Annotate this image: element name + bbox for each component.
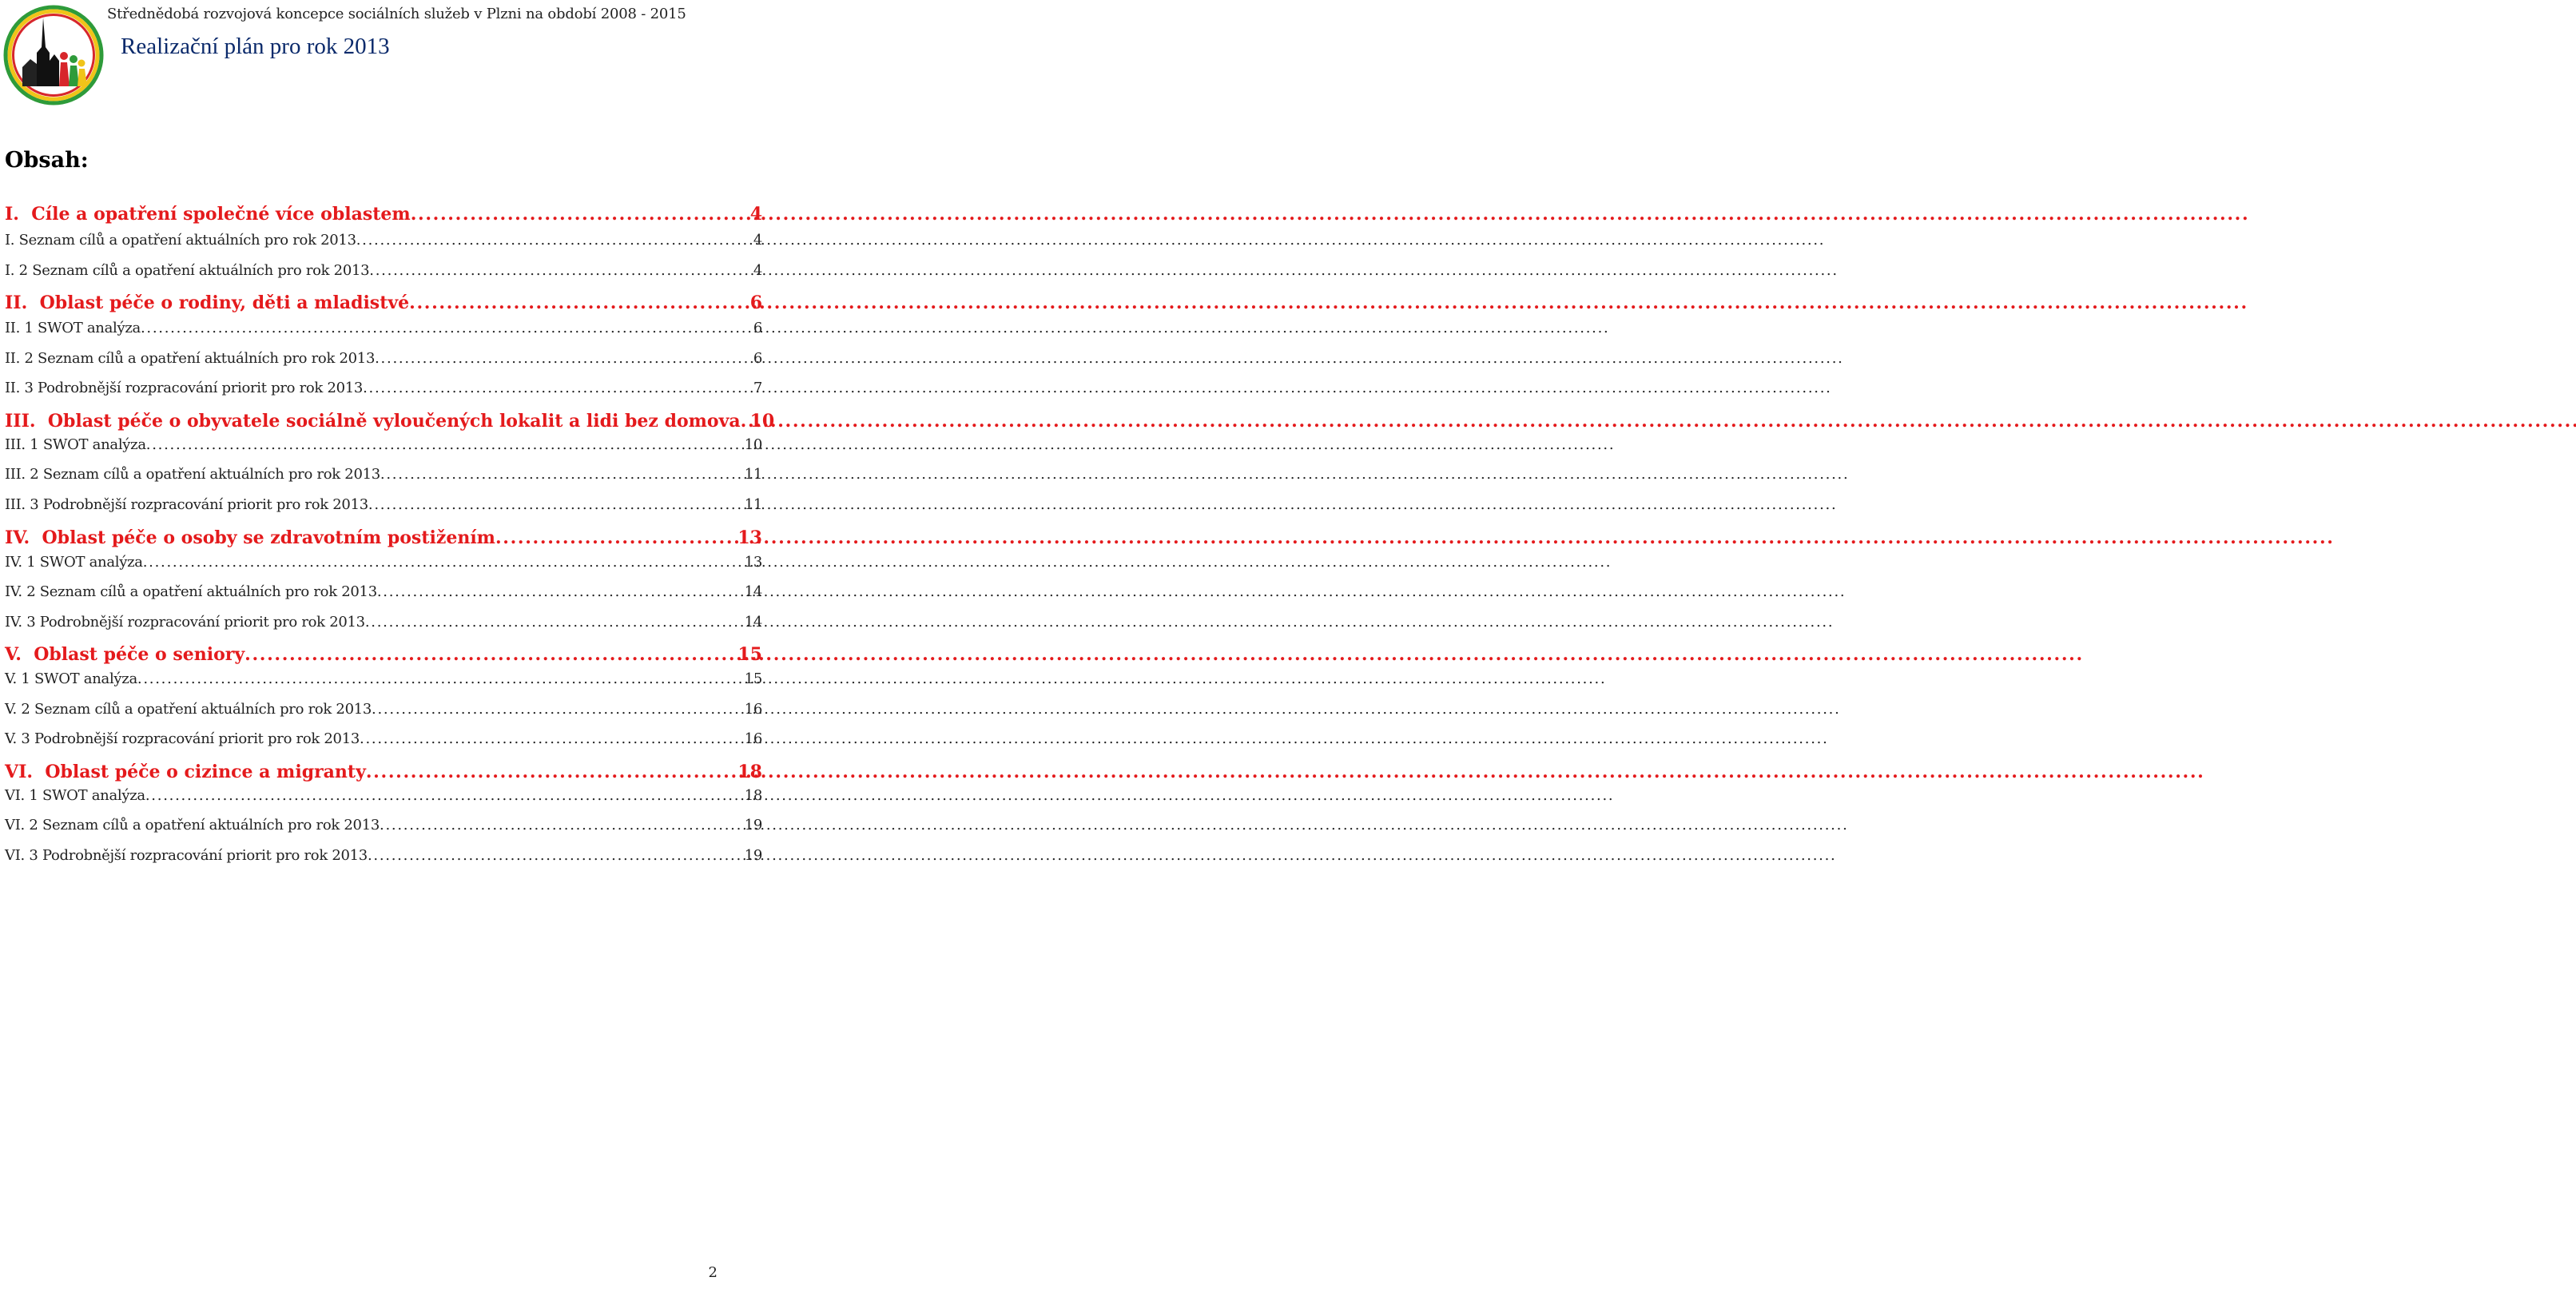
toc-entry-number: I. — [5, 232, 15, 249]
toc-dot-leader — [365, 614, 743, 631]
toc-entry-title — [5, 204, 411, 225]
toc-entry-text: Seznam cílů a opatření aktuálních pro rok 2013 — [32, 262, 370, 279]
toc-dot-leader — [369, 262, 752, 279]
toc-entry-text: Podrobnější rozpracování priorit pro rok 2013 — [39, 614, 365, 631]
toc-entry-page: 15 — [744, 670, 762, 687]
toc-entry-number: IV. — [5, 527, 30, 548]
toc-entry-title — [5, 527, 495, 548]
toc-dot-leader — [495, 527, 736, 548]
toc-entry-number: III. 3 — [5, 496, 39, 513]
toc-entry-text: SWOT analýza — [42, 787, 145, 804]
toc-entry[interactable] — [5, 701, 762, 718]
toc-entry-title — [5, 496, 368, 513]
toc-entry-number: III. 1 — [5, 436, 39, 453]
toc-entry-page: 13 — [737, 527, 762, 548]
toc-entry-title — [5, 350, 375, 367]
toc-entry-number: IV. 3 — [5, 614, 36, 631]
toc-dot-leader — [375, 350, 752, 367]
toc-entry[interactable] — [5, 614, 762, 631]
toc-entry-title — [5, 583, 377, 600]
toc-entry[interactable] — [5, 730, 762, 747]
toc-entry[interactable] — [5, 436, 762, 453]
toc-entry-title — [5, 847, 368, 864]
toc-entry[interactable] — [5, 554, 762, 571]
toc-entry-text: Seznam cílů a opatření aktuálních pro rok 2013 — [38, 350, 376, 367]
toc-entry-title — [5, 730, 360, 747]
toc-entry-page: 15 — [737, 644, 762, 665]
toc-entry-page: 16 — [744, 701, 762, 718]
toc-entry-page: 11 — [744, 466, 762, 483]
toc-entry-title — [5, 232, 356, 249]
document-subtitle: Střednědobá rozvojová koncepce sociálních služeb v Plzni na období 2008 - 2015 — [107, 6, 686, 22]
toc-dot-leader — [380, 466, 743, 483]
toc-entry-page: 13 — [744, 554, 762, 571]
toc-entry-page: 7 — [753, 380, 762, 396]
toc-entry[interactable] — [5, 320, 762, 336]
toc-entry-text: Seznam cílů a opatření aktuálních pro rok 2013 — [42, 817, 380, 833]
toc-entry-text: Oblast péče o osoby se zdravotním postižením — [42, 527, 495, 548]
toc-entry-text: Seznam cílů a opatření aktuálních pro rok 2013 — [42, 466, 380, 483]
toc-entry-number: VI. 3 — [5, 847, 38, 864]
toc-entry[interactable] — [5, 762, 762, 782]
toc-entry[interactable] — [5, 583, 762, 600]
toc-entry-number: VI. 1 — [5, 787, 38, 804]
toc-entry[interactable] — [5, 350, 762, 367]
toc-entry[interactable] — [5, 527, 762, 548]
toc-entry[interactable] — [5, 466, 762, 483]
toc-entry-title — [5, 554, 143, 571]
toc-dot-leader — [380, 817, 743, 833]
toc-entry-number: IV. 1 — [5, 554, 36, 571]
toc-entry-page: 19 — [744, 847, 762, 864]
toc-entry-page: 4 — [749, 204, 762, 225]
toc-dot-leader — [368, 496, 743, 513]
toc-entry-page: 16 — [744, 730, 762, 747]
toc-entry-title — [5, 762, 366, 782]
toc-entry[interactable] — [5, 380, 762, 396]
toc-entry-text: SWOT analýza — [34, 670, 137, 687]
toc-entry-title — [5, 292, 409, 313]
toc-entry-title — [5, 817, 380, 833]
toc-entry-number: V. 2 — [5, 701, 30, 718]
toc-entry-number: III. 2 — [5, 466, 39, 483]
toc-entry-page: 6 — [753, 350, 762, 367]
toc-entry-page: 4 — [753, 262, 762, 279]
toc-entry-number: VI. — [5, 762, 34, 782]
toc-entry-number: VI. 2 — [5, 817, 38, 833]
toc-entry-number: II. 3 — [5, 380, 34, 396]
toc-entry-number: V. 3 — [5, 730, 30, 747]
toc-entry-page: 4 — [753, 232, 762, 249]
toc-entry-number: V. — [5, 644, 22, 665]
toc-entry-title — [5, 380, 363, 396]
toc-entry-title — [5, 436, 146, 453]
toc-entry[interactable] — [5, 496, 762, 513]
toc-dot-leader — [377, 583, 743, 600]
toc-entry-text: Oblast péče o cizince a migranty — [45, 762, 366, 782]
toc-dot-leader — [368, 847, 743, 864]
toc-entry[interactable] — [5, 232, 762, 249]
toc-entry-number: II. 1 — [5, 320, 34, 336]
toc-dot-leader — [409, 292, 749, 313]
toc-entry-page: 14 — [744, 614, 762, 631]
toc-entry-text: SWOT analýza — [39, 554, 143, 571]
toc-entry-text: Podrobnější rozpracování priorit pro rok 2013 — [34, 730, 360, 747]
toc-entry-text: Podrobnější rozpracování priorit pro rok 2013 — [42, 847, 368, 864]
toc-entry-text: Podrobnější rozpracování priorit pro rok 2013 — [42, 496, 368, 513]
toc-entry-text: Oblast péče o seniory — [34, 644, 245, 665]
toc-entry[interactable] — [5, 411, 775, 432]
toc-entry-text: Seznam cílů a opatření aktuálních pro rok 2013 — [34, 701, 372, 718]
page-number: 2 — [708, 1264, 718, 1281]
toc-entry-title — [5, 466, 380, 483]
toc-entry-page: 11 — [744, 496, 762, 513]
toc-entry-text: Oblast péče o obyvatele sociálně vyloučených lokalit a lidi bez domova — [47, 411, 741, 432]
toc-entry[interactable] — [5, 847, 762, 864]
toc-entry-page: 19 — [744, 817, 762, 833]
toc-entry-title — [5, 411, 741, 432]
toc-entry-text: Seznam cílů a opatření aktuálních pro rok 2013 — [39, 583, 377, 600]
toc-entry-text: Oblast péče o rodiny, děti a mladistvé — [39, 292, 410, 313]
toc-entry-number: I. 2 — [5, 262, 28, 279]
toc-entry-text: Cíle a opatření společné více oblastem — [31, 204, 411, 225]
toc-entry-title — [5, 320, 141, 336]
toc-dot-leader — [146, 436, 743, 453]
toc-entry[interactable] — [5, 670, 762, 687]
toc-entry-text: SWOT analýza — [42, 436, 146, 453]
toc-entry-page: 14 — [744, 583, 762, 600]
toc-dot-leader — [360, 730, 743, 747]
toc-dot-leader — [137, 670, 743, 687]
toc-dot-leader — [363, 380, 752, 396]
toc-entry[interactable] — [5, 817, 762, 833]
toc-entry[interactable] — [5, 787, 762, 804]
toc-dot-leader — [141, 320, 752, 336]
toc-entry[interactable] — [5, 292, 762, 313]
toc-entry-text: Podrobnější rozpracování priorit pro rok 2013 — [38, 380, 364, 396]
toc-entry-title — [5, 670, 137, 687]
toc-dot-leader — [145, 787, 743, 804]
toc-entry-page: 18 — [737, 762, 762, 782]
toc-entry-title — [5, 614, 365, 631]
toc-dot-leader — [244, 644, 736, 665]
toc-entry-number: II. — [5, 292, 28, 313]
toc-entry-number: I. — [5, 204, 19, 225]
toc-entry-title — [5, 262, 369, 279]
church-people-logo-icon — [2, 3, 105, 107]
toc-dot-leader — [372, 701, 743, 718]
toc-heading: Obsah: — [5, 148, 89, 173]
toc-entry-page: 10 — [744, 436, 762, 453]
toc-entry-title — [5, 701, 372, 718]
toc-dot-leader — [143, 554, 743, 571]
toc-entry-title — [5, 644, 244, 665]
toc-entry-page: 6 — [749, 292, 762, 313]
toc-entry-number: IV. 2 — [5, 583, 36, 600]
toc-dot-leader — [411, 204, 749, 225]
toc-entry[interactable] — [5, 644, 762, 665]
toc-dot-leader — [741, 411, 749, 432]
toc-dot-leader — [366, 762, 737, 782]
document-title: Realizační plán pro rok 2013 — [121, 34, 390, 59]
toc-entry-text: SWOT analýza — [38, 320, 141, 336]
toc-entry-number: III. — [5, 411, 36, 432]
toc-entry[interactable] — [5, 204, 762, 225]
toc-dot-leader — [356, 232, 752, 249]
toc-entry[interactable] — [5, 262, 762, 279]
toc-entry-number: V. 1 — [5, 670, 30, 687]
toc-entry-number: II. 2 — [5, 350, 34, 367]
toc-entry-title — [5, 787, 145, 804]
toc-entry-page: 18 — [744, 787, 762, 804]
toc-entry-page: 10 — [749, 411, 775, 432]
toc-entry-page: 6 — [753, 320, 762, 336]
toc-entry-text: Seznam cílů a opatření aktuálních pro rok 2013 — [18, 232, 356, 249]
